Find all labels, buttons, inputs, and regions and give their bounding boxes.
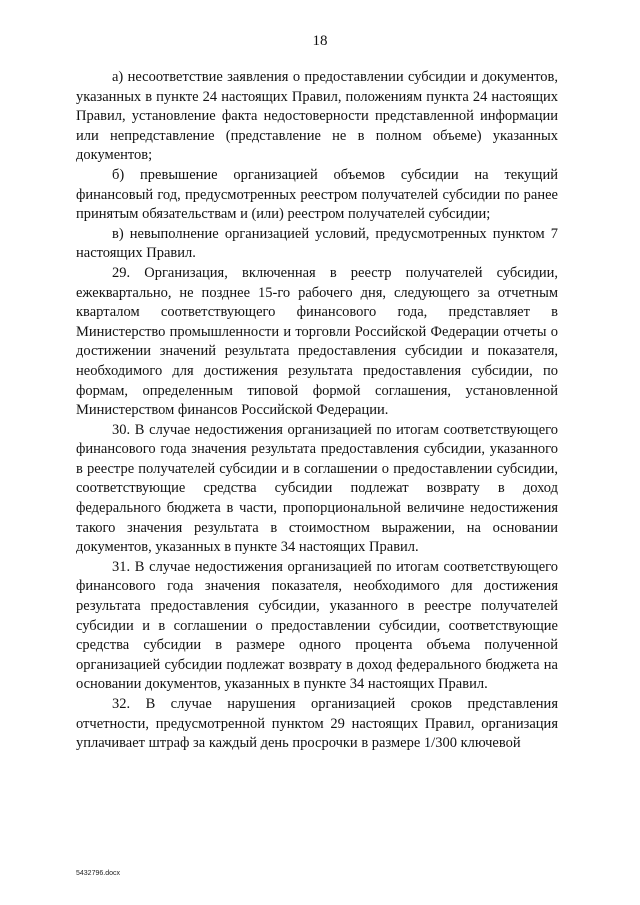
- paragraph-v-conditions-not-met: в) невыполнение организацией условий, предусмотренных пунктом 7 настоящих Правил.: [76, 225, 558, 262]
- page-number: 18: [312, 33, 328, 49]
- paragraph-29-reports: 29. Организация, включенная в реестр получателей субсидии, ежеквартально, не позднее 15-го рабочего дня, следующего за отчетным кварталом соответствующего финансового года, представляет в Министерство промышленности и торговли Российской Федерации отчеты о достижении значений результата предоставления субсидии и показателя, необходимого для достижения результата предоставления субсидии, по формам, определенным типовой формой соглашения, установленной Министерством финансов Российской Федерации.: [76, 264, 558, 419]
- paragraph-32-reporting-delay: 32. В случае нарушения организацией сроков представления отчетности, предусмотренной пунктом 29 настоящих Правил, организация уплачивает штраф за каждый день просрочки в размере 1/300 ключевой: [76, 696, 558, 752]
- paragraph-b-excess-subsidy: б) превышение организацией объемов субсидии на текущий финансовый год, предусмотренных реестром получателей субсидии по ранее принятым обязательствам и (или) реестром получателей субсидии;: [76, 166, 558, 223]
- paragraph-a-nonconformity: а) несоответствие заявления о предоставлении субсидии и документов, указанных в пункте 24 настоящих Правил, положениям пункта 24 настоящих Правил, установление факта недостоверности представленной информации или непредставление (представление не в полном объеме) указанных документов;: [76, 69, 558, 164]
- paragraph-31-indicator-not-achieved: 31. В случае недостижения организацией по итогам соответствующего финансового года значения показателя, необходимого для достижения результата предоставления субсидии, указанного в реестре получателей субсидии и в соглашении о предоставлении субсидии, соответствующие средства субсидии в размере одного процента объема полученной организацией субсидии подлежат возврату в доход федерального бюджета на основании документов, указанных в пункте 34 настоящих Правил.: [76, 558, 558, 693]
- document-body: [76, 68, 558, 754]
- document-footer-filename: 5432796.docx: [76, 870, 120, 877]
- paragraph-30-result-not-achieved: 30. В случае недостижения организацией по итогам соответствующего финансового года значения результата предоставления субсидии, указанного в реестре получателей субсидии и в соглашении о предоставлении субсидии, соответствующие средства субсидии подлежат возврату в доход федерального бюджета в части, пропорциональной величине недостижения такого значения результата в стоимостном выражении, на основании документов, указанных в пункте 34 настоящих Правил.: [76, 421, 558, 556]
